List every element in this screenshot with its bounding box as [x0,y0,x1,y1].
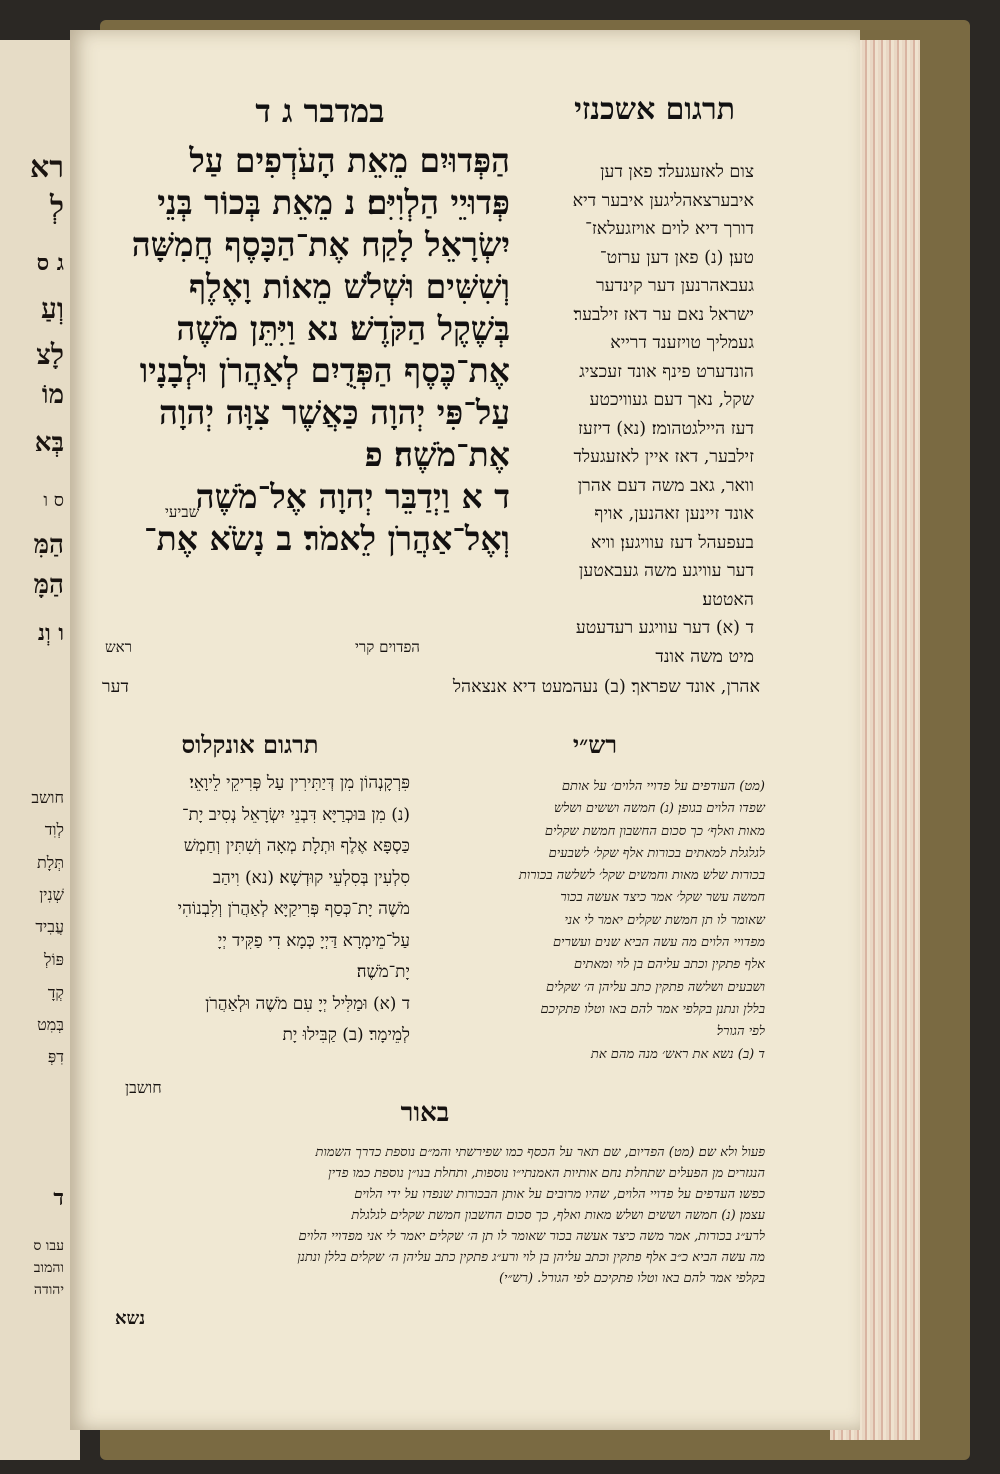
left-page-fragment: רא [30,150,64,185]
yiddish-line: בעפעהל דעז עוויגען׃ וויא [590,532,754,553]
rashi-line: לפי הגורל׃ [716,1024,765,1040]
yiddish-line: האטטע׃ [702,589,754,610]
yiddish-line: צום לאזעגעלד׃ פאן דען [600,162,754,182]
rashi-line: חמשה עשר שקל׳ אמר כיצד אעשה בכור [560,890,765,906]
yiddish-line: הונדערט פינף אונד זעכציג [579,361,754,382]
biur-line: כפשו׃ העדפים על פדויי הלוים, שהיו מרובים על אותן הבכורות שנפדו על ידי הלוים [354,1187,765,1202]
rashi-line: שפדו הלוים בגופן׃ (נ) חמשה וששים ושלש [553,801,765,817]
signature-mark: נשא [115,1308,146,1329]
yiddish-line: שקל, נאך דעם געוויכטע [589,390,754,410]
left-page-fragment: וְעַ [40,292,64,325]
biur-line: בקלפי אמר להם באו וטלו פתקיכם לפי הגורל. (רש״י) [498,1271,765,1286]
verse-line: עַל־פִּי יְהוָה כַּאֲשֶׁר צִוָּה יְהוָה [158,393,510,432]
rashi-line: בללן ונתנן בקלפי אמר להם באו וטלו פתקיכם [540,1001,765,1017]
left-page-fragment: חושב [31,788,64,807]
yiddish-line: אונד זיינען זאהנען, אויף [594,504,754,524]
left-page-fragment: ו וְנ [37,620,64,646]
biur-line: הנגזרים מן הפעלים שתחלת נחם אותיות האמנתי״ו נוספות, ותחלת בנו״ן נוספת כמו פדין [328,1166,765,1181]
biur-line: מה עשה הביא כ״ב אלף פתקין וכתב עליהן בן לוי ורע״ג פתקין כתב עליהן ה׳ שקלים בללן ונתנן [297,1250,765,1265]
biur-line: עצמן׃ (נ) חמשה וששים ושלש מאות ואלף, כך סכום החשבון חמשת שקלים לגלגלת [351,1208,765,1223]
onkelos-line: ד (א) וּמַלִּיל יְיָ עִם מֹשֶׁה וּלְאַהֲרֹן [205,993,410,1014]
torah-verse-block [70,140,510,560]
onkelos-line: כַּסְפָּא אֶלֶף וּתְלָת מְאָה וְשִׁתִּין וְחַמְשׁ [183,836,410,856]
left-page-fragment: עֲבִיד [35,917,64,936]
marginal-rosh: ראש [105,638,132,656]
left-page-fragment: בְּא [34,428,64,458]
left-page-fragment: לָצ [36,338,64,371]
left-page-fragment: ג ס [36,250,64,276]
yiddish-line: מיט משה אונד [655,646,754,667]
rashi-line: (מט) העודפים על פדויי הלוים׳ על אותם [561,779,765,794]
left-page-fragment: עבו ס [33,1238,64,1254]
biur-title: באור [400,1098,450,1128]
biur-commentary [95,1142,765,1289]
onkelos-line: לְמֵימָר׃ (ב) קַבִּילוּ יָת [282,1025,410,1045]
left-page-fragment: ס ו [43,490,64,511]
header-right-title: תרגום אשכנזי [574,92,735,127]
rashi-commentary [420,776,765,1066]
verse-line: בְּשֶׁקֶל הַקֹּדֶשׁ׃ נא וַיִּתֵּן מֹשֶׁה [176,309,510,348]
onkelos-line: פִּרְקָנְהוֹן מִן דְּיַתִּירִין עַל פְּרִיקֵי לֵיוָאֵי׃ [189,773,410,793]
left-page-fragment: תְּלָת [37,853,64,872]
rashi-line: לגלגלת למאתים בכורות אלף שקל׳ לשבעים [548,845,765,861]
verse-line: אֶת־מֹשֶׁה׃ פ [364,435,510,474]
verse-line: וְאֶל־אַהֲרֹן לֵאמֹר׃ ב נָשֹׂא אֶת־ [144,519,510,558]
onkelos-line: מֹשֶׁה יָת־כְּסַף פְּרִיקַיָּא לְאַהֲרֹן וְלִבְנוֹהִי [177,899,410,919]
rashi-line: מאות ואלף׳ כך סכום החשבון חמשת שקלים [544,823,765,839]
verse-line: יִשְׂרָאֵל לָקַח אֶת־הַכָּסֶף חֲמִשָּׁה [131,225,510,264]
onkelos-line: יָת־מֹשֶׁה׃ [356,962,410,982]
yiddish-last-line: אהרן, אונד שפראך׃ (ב) נעהמעט דיא אנצאהל [452,677,760,697]
onkelos-line: סִלְעִין בְּסִלְעֵי קוּדְשָׁא׃ (נא) וִיהַב [212,867,410,888]
left-page-fragment: הַמִּ [33,530,64,560]
yiddish-line: געבאהרנען דער קינדער [596,276,754,296]
yiddish-line: טען׃ (נ) פאן דען ערזט־ [599,247,754,268]
catchword-right: דער [102,677,129,697]
left-page-fragment: יהודה [33,1282,64,1298]
left-page-fragment: לְ [49,190,64,225]
biur-line: פעול ולא שם׃ (מט) הפדיום, שם תאר על הכסף כמו שפירשתי והמ״ם נוספת כדרך השמות [315,1145,765,1160]
left-page-fragment: הַמָּ [33,570,64,600]
yiddish-translation [514,158,754,671]
onkelos-catchword: חושבן [125,1078,162,1097]
rashi-line: מפדויי הלוים מה עשה הביא שנים ועשרים [552,935,765,951]
yiddish-line: איבערצאהליגען איבער דיא [572,190,754,211]
left-page-fragment: קְדָ [47,983,64,1002]
verse-line: ד א וַיְדַבֵּר יְהוָה אֶל־מֹשֶׁה [195,477,510,516]
verse-line: פְּדוּיֵי הַלְוִיִּם׃ נ מֵאֵת בְּכוֹר בְּנֵי [157,183,510,222]
left-page-fragments [0,40,70,1450]
left-page-fragment: בְּמִט [37,1015,64,1034]
rashi-line: אלף פתקין וכתב עליהם בן לוי ומאתים [574,957,765,973]
yiddish-line: געמליך טויזענד דרייא [610,333,754,353]
yiddish-line: זילבער, דאז איין לאזעגעלד [573,447,754,467]
left-page-fragment: ד [53,1185,64,1211]
rashi-line: ושבעים ושלשה פתקין כתב עליהן ה׳ שקלים [545,979,765,995]
rashi-line: ד (ב) נשא את ראש׳ מנה מהם את [590,1046,765,1062]
onkelos-line: (נ) מִן בּוּכְרַיָּא דִּבְנֵי יִשְׂרָאֵל נְסִיב יָת־ [181,804,410,825]
left-page-fragment: שְׁנִין [39,885,64,904]
yiddish-line: וואר, גאב משה דעם אהרן [577,475,754,496]
yiddish-line: דעז היילגטהומז׃ (נא) דיזעז [578,418,754,439]
left-page-fragment: לְוִד [44,820,64,839]
left-page-fragment: דִפְּ [47,1047,64,1066]
rashi-line: שאומר לו תן חמשת שקלים יאמר לי אני [564,912,765,928]
yiddish-line: ד (א) דער עוויגע רעדעטע [575,618,754,638]
verse-line: וְשִׁשִּׁים וּשְׁלֹשׁ מֵאוֹת וָאֶלֶף [189,267,510,306]
marginal-shvii: שביעי [165,503,200,521]
left-page-fragment: מוֹ [41,380,64,410]
verse-line: הַפְּדוּיִם מֵאֵת הָעֹדְפִים עַל [189,141,510,180]
left-page-fragment: והמוב [33,1260,64,1276]
rashi-line: בכורות שלש מאות וחמשים שקל׳ לשלשה בכורות [518,868,765,884]
verse-line: אֶת־כֶּסֶף הַפְּדֻיִם לְאַהֲרֹן וּלְבָנָיו [139,351,510,390]
onkelos-title: תרגום אונקלוס [181,730,319,759]
marginal-kri: הפדוים קרי [355,638,420,656]
onkelos-text [70,768,410,1052]
yiddish-line: דורך דיא לוים אויזגעלאז־ [585,219,754,239]
biur-line: לרע״ג בכורות, אמר משה כיצד אעשה בכור שאומר לו תן ה׳ שקלים יאמר לי אני מפדויי הלוים [298,1229,765,1244]
rashi-title: רש״י [572,730,618,759]
left-page-fragment: פּוֹלְ [44,950,64,969]
header-left-title: במדבר ג ד [255,92,385,130]
yiddish-line: דער עוויגע משה געבאטען [578,561,754,581]
onkelos-line: עַל־מֵימְרָא דַּיְיָ כְּמָא דִי פַקִּיד יְיָ [217,930,410,951]
yiddish-line: ישראל נאם ער דאז זילבער׃ [573,304,754,325]
